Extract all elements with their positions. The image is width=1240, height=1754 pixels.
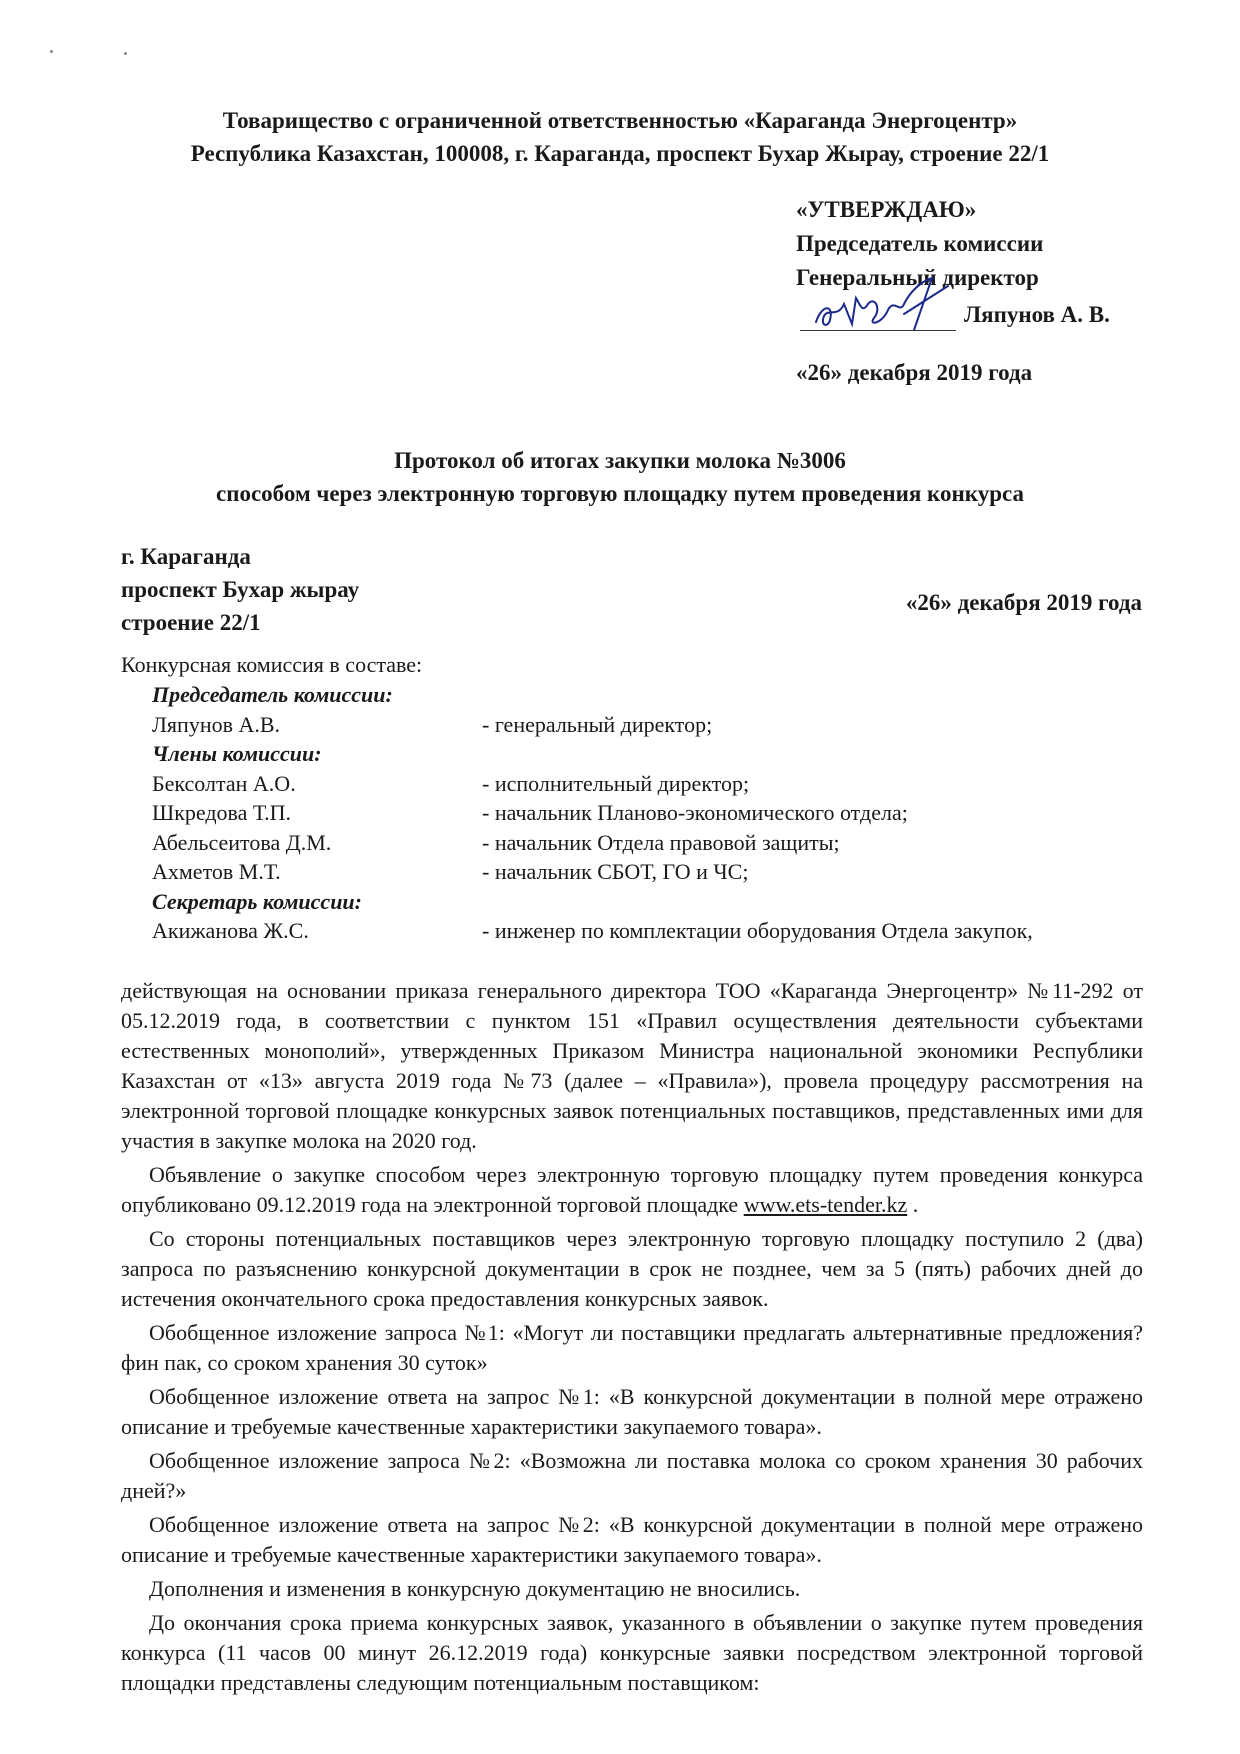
approval-heading: «УТВЕРЖДАЮ» <box>796 197 977 222</box>
roster-row <box>152 916 1033 946</box>
member-name: Акижанова Ж.С. <box>152 918 309 943</box>
approver-position-1: Председатель комиссии <box>796 231 1044 256</box>
member-position: - инженер по комплектации оборудования Отдела закупок, <box>482 918 1033 943</box>
place-block <box>121 540 359 639</box>
member-name: Абельсеитова Д.М. <box>152 829 332 855</box>
organization-name: Товарищество с ограниченной ответственностью «Караганда Энергоцентр» <box>222 108 1018 133</box>
secretary-label: Секретарь комиссии: <box>152 888 362 914</box>
protocol-body <box>121 976 1143 1702</box>
place-city: г. Караганда <box>121 544 251 569</box>
member-position: - генеральный директор; <box>482 711 713 737</box>
paragraph: Обобщенное изложение ответа на запрос №2: «В конкурсной документации в полной мере отражено описание и требуемые качественные характеристики закупаемого товара». <box>121 1512 1143 1567</box>
approval-date: «26» декабря 2019 года <box>796 360 1033 385</box>
approver-name: Ляпунов А. В. <box>964 302 1110 327</box>
member-name: Бексолтан А.О. <box>152 770 296 796</box>
scan-speck <box>50 50 53 53</box>
member-name: Ляпунов А.В. <box>152 711 281 737</box>
paragraph: Дополнения и изменения в конкурсную документацию не вносились. <box>149 1576 801 1601</box>
paragraph-end: . <box>907 1192 919 1217</box>
signature-row <box>796 290 1136 336</box>
place-street: проспект Бухар жырау <box>121 577 360 602</box>
member-position: - начальник Планово-экономического отдела; <box>482 800 908 825</box>
handwritten-signature <box>808 274 958 336</box>
committee-intro: Конкурсная комиссия в составе: <box>121 652 423 677</box>
chair-label: Председатель комиссии: <box>152 682 393 707</box>
paragraph: Обобщенное изложение запроса №2: «Возможна ли поставка молока со сроком хранения 30 рабочих дней?» <box>121 1448 1143 1503</box>
place-building: строение 22/1 <box>121 610 261 635</box>
paragraph: Обобщенное изложение запроса №1: «Могут ли поставщики предлагать альтернативные предложения? фин пак, со сроком хранения 30 суток» <box>121 1320 1143 1375</box>
committee-roster <box>152 680 1033 946</box>
paragraph: Обобщенное изложение ответа на запрос №1: «В конкурсной документации в полной мере отражено описание и требуемые качественные характеристики закупаемого товара». <box>121 1384 1143 1439</box>
members-label: Члены комиссии: <box>152 741 322 766</box>
organization-address: Республика Казахстан, 100008, г. Караганда, проспект Бухар Жырау, строение 22/1 <box>190 141 1050 166</box>
signature-line <box>800 330 956 331</box>
member-name: Шкредова Т.П. <box>152 800 292 825</box>
member-position: - начальник СБОТ, ГО и ЧС; <box>482 859 749 884</box>
member-position: - исполнительный директор; <box>482 770 750 796</box>
paragraph: действующая на основании приказа генерального директора ТОО «Караганда Энергоцентр» №11-292 от 05.12.2019 года, в соответствии с пунктом 151 «Правил осуществления деятельности субъектами естественных монополий», утвержденных Приказом Министра национальной экономики Республики Казахстан от «13» августа 2019 года №73 (далее – «Правила»), провела процедуру рассмотрения на электронной торговой площадке конкурсных заявок потенциальных поставщиков, представленных ими для участия в закупке молока на 2020 год. <box>121 978 1143 1153</box>
organization-header <box>0 104 1240 170</box>
roster-row <box>152 857 749 887</box>
member-name: Ахметов М.Т. <box>152 859 281 884</box>
paragraph: Со стороны потенциальных поставщиков через электронную торговую площадку поступило 2 (два) запроса по разъяснению конкурсной документации в срок не позднее, чем за 5 (пять) рабочих дней до истечения окончательного срока предоставления конкурсных заявок. <box>121 1226 1143 1311</box>
member-position: - начальник Отдела правовой защиты; <box>482 829 840 855</box>
scan-speck <box>124 52 127 55</box>
roster-row <box>152 828 840 858</box>
document-title <box>0 444 1240 510</box>
paragraph <box>121 1160 1143 1220</box>
paragraph-text: Объявление о закупке способом через электронную торговую площадку путем проведения конкурса опубликовано 09.12.2019 года на электронной торговой площадке <box>121 1162 1143 1217</box>
approver-position-2: Генеральный директор <box>796 265 1039 290</box>
paragraph: До окончания срока приема конкурсных заявок, указанного в объявлении о закупке путем проведения конкурса (11 часов 00 минут 26.12.2019 года) конкурсные заявки посредством электронной торговой площадки представлены следующим потенциальным поставщиком: <box>121 1610 1143 1695</box>
roster-row <box>152 798 908 828</box>
protocol-date: «26» декабря 2019 года <box>905 590 1142 615</box>
title-line-2: способом через электронную торговую площадку путем проведения конкурса <box>216 481 1024 506</box>
ets-tender-link[interactable]: www.ets-tender.kz <box>743 1192 908 1217</box>
title-line-1: Протокол об итогах закупки молока №3006 <box>394 448 846 473</box>
roster-row <box>152 710 713 740</box>
roster-row <box>152 769 750 799</box>
